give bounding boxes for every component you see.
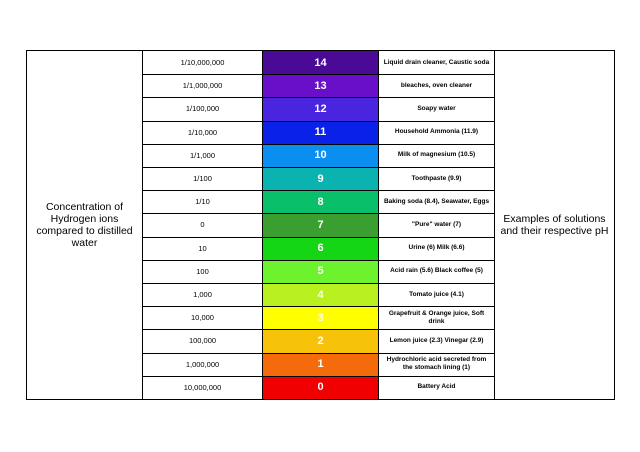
- example-cell: bleaches, oven cleaner: [378, 74, 494, 97]
- table-row: [143, 74, 494, 97]
- right-label: Examples of solutions and their respective pH: [500, 213, 609, 237]
- ph-value-cell: 13: [263, 74, 378, 97]
- table-row: [143, 97, 494, 120]
- example-cell: Lemon juice (2.3) Vinegar (2.9): [378, 329, 494, 352]
- ph-rows: [143, 51, 494, 399]
- ph-value-cell: 12: [263, 97, 378, 120]
- ph-value-cell: 3: [263, 306, 378, 329]
- ph-value-cell: 10: [263, 144, 378, 167]
- example-cell: Battery Acid: [378, 376, 494, 399]
- row-divider: [143, 237, 494, 238]
- ph-value-cell: 6: [263, 237, 378, 260]
- example-cell: Liquid drain cleaner, Caustic soda: [378, 51, 494, 74]
- concentration-cell: 100,000: [143, 329, 263, 352]
- row-divider: [143, 353, 494, 354]
- row-divider: [143, 74, 494, 75]
- concentration-cell: 1/100,000: [143, 97, 263, 120]
- row-divider: [143, 121, 494, 122]
- row-divider: [143, 167, 494, 168]
- example-cell: Baking soda (8.4), Seawater, Eggs: [378, 190, 494, 213]
- concentration-cell: 1/1,000: [143, 144, 263, 167]
- ph-value-cell: 2: [263, 329, 378, 352]
- example-cell: Soapy water: [378, 97, 494, 120]
- table-row: [143, 121, 494, 144]
- row-divider: [143, 97, 494, 98]
- table-row: [143, 306, 494, 329]
- concentration-cell: 0: [143, 213, 263, 236]
- table-row: [143, 190, 494, 213]
- table-row: [143, 51, 494, 74]
- concentration-cell: 1,000,000: [143, 353, 263, 376]
- row-divider: [143, 283, 494, 284]
- concentration-cell: 1/10,000,000: [143, 51, 263, 74]
- table-row: [143, 260, 494, 283]
- row-divider: [143, 190, 494, 191]
- table-row: [143, 353, 494, 376]
- concentration-cell: 10,000,000: [143, 376, 263, 399]
- concentration-cell: 100: [143, 260, 263, 283]
- example-cell: Household Ammonia (11.9): [378, 121, 494, 144]
- concentration-cell: 1/100: [143, 167, 263, 190]
- example-cell: Toothpaste (9.9): [378, 167, 494, 190]
- ph-value-cell: 7: [263, 213, 378, 236]
- ph-value-cell: 14: [263, 51, 378, 74]
- table-row: [143, 144, 494, 167]
- table-row: [143, 213, 494, 236]
- table-row: [143, 329, 494, 352]
- table-row: [143, 376, 494, 399]
- concentration-cell: 1/10: [143, 190, 263, 213]
- row-divider: [143, 213, 494, 214]
- concentration-cell: 10,000: [143, 306, 263, 329]
- ph-value-cell: 4: [263, 283, 378, 306]
- ph-value-cell: 0: [263, 376, 378, 399]
- ph-value-cell: 5: [263, 260, 378, 283]
- concentration-cell: 10: [143, 237, 263, 260]
- table-row: [143, 283, 494, 306]
- row-divider: [143, 260, 494, 261]
- ph-value-cell: 11: [263, 121, 378, 144]
- ph-value-cell: 9: [263, 167, 378, 190]
- row-divider: [143, 306, 494, 307]
- row-divider: [143, 329, 494, 330]
- concentration-cell: 1/10,000: [143, 121, 263, 144]
- table-row: [143, 167, 494, 190]
- row-divider: [143, 376, 494, 377]
- table-row: [143, 237, 494, 260]
- example-cell: Tomato juice (4.1): [378, 283, 494, 306]
- concentration-cell: 1/1,000,000: [143, 74, 263, 97]
- example-cell: "Pure" water (7): [378, 213, 494, 236]
- example-cell: Hydrochloric acid secreted from the stomach lining (1): [378, 353, 494, 376]
- concentration-cell: 1,000: [143, 283, 263, 306]
- example-cell: Milk of magnesium (10.5): [378, 144, 494, 167]
- example-cell: Urine (6) Milk (6.6): [378, 237, 494, 260]
- row-divider: [143, 144, 494, 145]
- ph-value-cell: 1: [263, 353, 378, 376]
- left-label: Concentration of Hydrogen ions compared to distilled water: [36, 201, 133, 249]
- examples-header: [494, 51, 614, 399]
- example-cell: Acid rain (5.6) Black coffee (5): [378, 260, 494, 283]
- hydrogen-ion-concentration-header: [27, 51, 143, 399]
- ph-value-cell: 8: [263, 190, 378, 213]
- example-cell: Grapefruit & Orange juice, Soft drink: [378, 306, 494, 329]
- ph-scale-table: [26, 50, 615, 400]
